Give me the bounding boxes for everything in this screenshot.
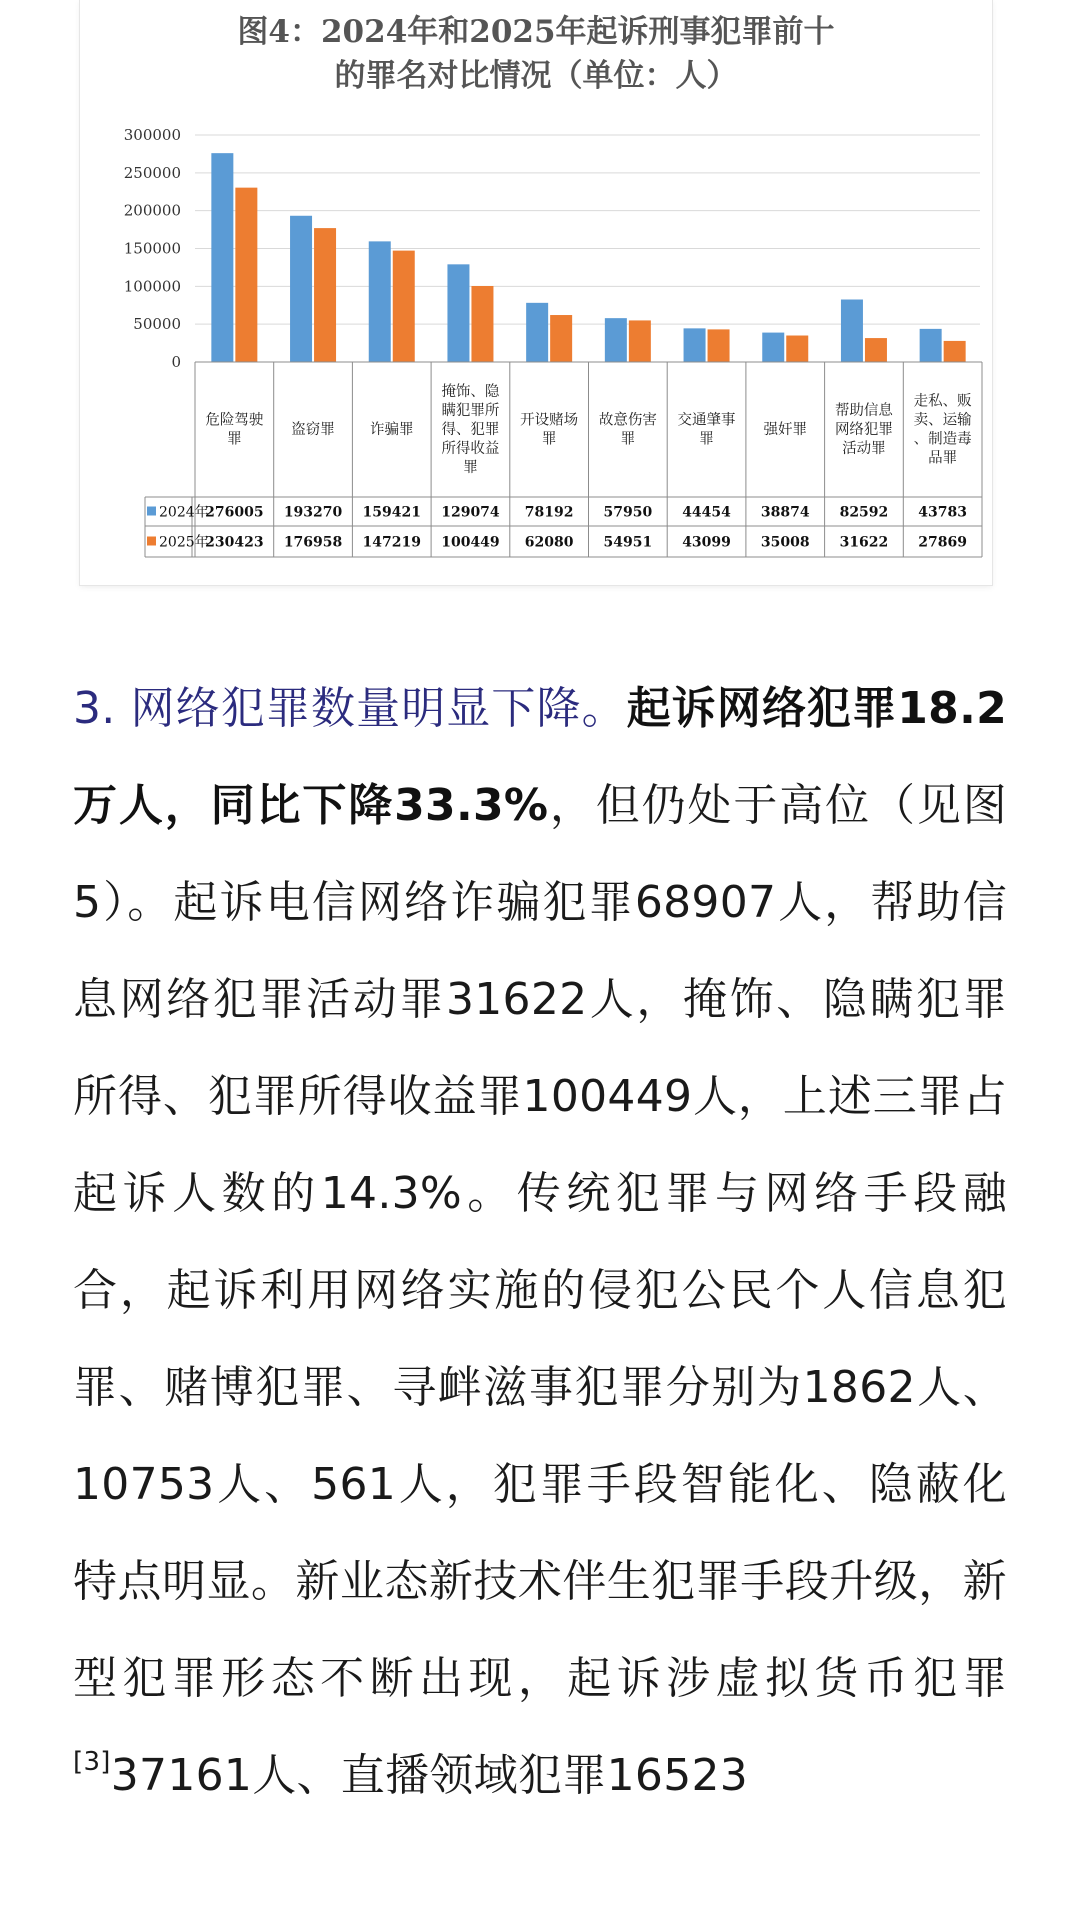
category-label: 瞒犯罪所 <box>441 403 500 419</box>
bar-2025年-6 <box>629 320 651 362</box>
y-tick-label: 300000 <box>123 126 181 144</box>
data-label: 159421 <box>362 504 421 521</box>
y-tick-label: 100000 <box>123 277 181 296</box>
bold-summary: 起诉网络犯罪18.2万人，同比下降33.3% <box>73 683 1008 831</box>
bar-2025年-9 <box>865 338 887 362</box>
category-label: 盗窃罪 <box>291 422 335 438</box>
bar-2024年-6 <box>605 318 627 362</box>
category-label: 掩饰、隐 <box>441 384 500 400</box>
bar-2025年-3 <box>393 251 415 362</box>
category-label: 卖、运输 <box>913 412 972 429</box>
category-label: 罪 <box>699 431 714 448</box>
bar-2024年-10 <box>920 329 942 362</box>
data-label: 193270 <box>283 504 343 521</box>
category-label: 故意伤害 <box>598 412 657 429</box>
chart-title-line: 图4：2024年和2025年起诉刑事犯罪前十 <box>237 14 835 50</box>
bar-2024年-9 <box>841 300 863 362</box>
category-label: 罪 <box>620 431 636 448</box>
section-heading: 3. 网络犯罪数量明显下降。 <box>73 683 627 734</box>
footnote-ref[interactable]: [3] <box>73 1747 111 1778</box>
category-label: 活动罪 <box>842 441 886 457</box>
data-label: 276005 <box>205 504 264 521</box>
legend-swatch-2025年 <box>147 537 156 546</box>
data-label: 176958 <box>283 534 343 551</box>
legend-label: 2025年 <box>159 534 209 551</box>
bar-2025年-7 <box>708 329 730 362</box>
bar-2025年-4 <box>471 286 493 362</box>
data-label: 43099 <box>682 534 731 551</box>
category-label: 危险驾驶 <box>205 412 264 429</box>
chart-title <box>237 14 834 94</box>
body-text: ，但仍处于高位（见图5）。起诉电信网络诈骗犯罪68907人，帮助信息网络犯罪活动罪31622人，掩饰、隐瞒犯罪所得、犯罪所得收益罪100449人，上述三罪占起诉人数的14.3%。传统犯罪与网络手段融合，起诉利用网络实施的侵犯公民个人信息犯罪、赌博犯罪、寻衅滋事犯罪分别为1862人、10753人、561人，犯罪手段智能化、隐蔽化特点明显。新业态新技术伴生犯罪手段升级，新型犯罪形态不断出现，起诉涉虚拟货币犯罪 <box>73 780 1007 1704</box>
chart-figure <box>80 0 992 585</box>
bar-2024年-4 <box>447 264 469 362</box>
y-tick-label: 150000 <box>123 239 181 258</box>
data-label: 43783 <box>918 504 968 521</box>
chart-title-line: 的罪名对比情况（单位：人） <box>334 58 738 94</box>
y-tick-label: 200000 <box>123 201 181 220</box>
category-label: 罪 <box>227 431 242 448</box>
category-label: 交通肇事 <box>677 412 736 429</box>
data-label: 44454 <box>682 504 731 521</box>
bar-2025年-8 <box>786 336 808 362</box>
bar-2024年-8 <box>762 333 784 362</box>
legend-swatch-2024年 <box>147 507 156 516</box>
category-label: 所得收益 <box>441 441 500 457</box>
category-label: 开设赌场 <box>520 412 579 429</box>
category-label: 罪 <box>463 460 478 476</box>
category-label: 强奸罪 <box>763 422 807 438</box>
bar-2024年-7 <box>684 328 706 362</box>
category-label: 网络犯罪 <box>834 422 893 438</box>
category-label: 罪 <box>541 431 557 448</box>
data-label: 147219 <box>362 534 421 551</box>
legend-label: 2024年 <box>159 504 209 521</box>
data-label: 57950 <box>603 504 653 521</box>
data-label: 31622 <box>839 534 889 551</box>
data-label: 230423 <box>205 534 264 551</box>
y-tick-label: 0 <box>171 353 181 371</box>
chart-bars <box>211 153 965 362</box>
bar-2025年-2 <box>314 228 336 362</box>
y-tick-label: 250000 <box>123 163 181 182</box>
data-label: 82592 <box>839 504 889 521</box>
data-label: 78192 <box>524 504 574 521</box>
category-label: 帮助信息 <box>834 403 893 419</box>
y-tick-label: 50000 <box>133 315 181 334</box>
data-label: 129074 <box>441 504 500 521</box>
category-label: 得、犯罪 <box>441 422 500 438</box>
article-paragraph <box>73 660 1007 1824</box>
data-label: 35008 <box>760 534 810 551</box>
bottom-fade <box>0 1900 1077 1920</box>
data-table <box>145 362 982 557</box>
category-label: 走私、贩 <box>913 393 972 410</box>
data-label: 27869 <box>918 534 968 551</box>
data-label: 38874 <box>760 504 810 521</box>
bar-2024年-2 <box>290 216 312 362</box>
bar-2025年-10 <box>944 341 966 362</box>
category-label: 、制造毒 <box>913 431 972 448</box>
bar-2025年-1 <box>235 188 257 362</box>
bar-2025年-5 <box>550 315 572 362</box>
data-label: 62080 <box>524 534 574 551</box>
data-label: 54951 <box>603 534 653 551</box>
data-label: 100449 <box>441 534 500 551</box>
bar-2024年-3 <box>369 241 391 362</box>
bar-2024年-1 <box>211 153 233 362</box>
category-label: 诈骗罪 <box>370 422 414 438</box>
chart-svg <box>80 0 992 585</box>
body-text-continued: 37161人、直播领域犯罪16523 <box>110 1750 749 1801</box>
bar-2024年-5 <box>526 303 548 362</box>
category-label: 品罪 <box>928 450 958 467</box>
y-axis-ticks <box>124 126 181 371</box>
